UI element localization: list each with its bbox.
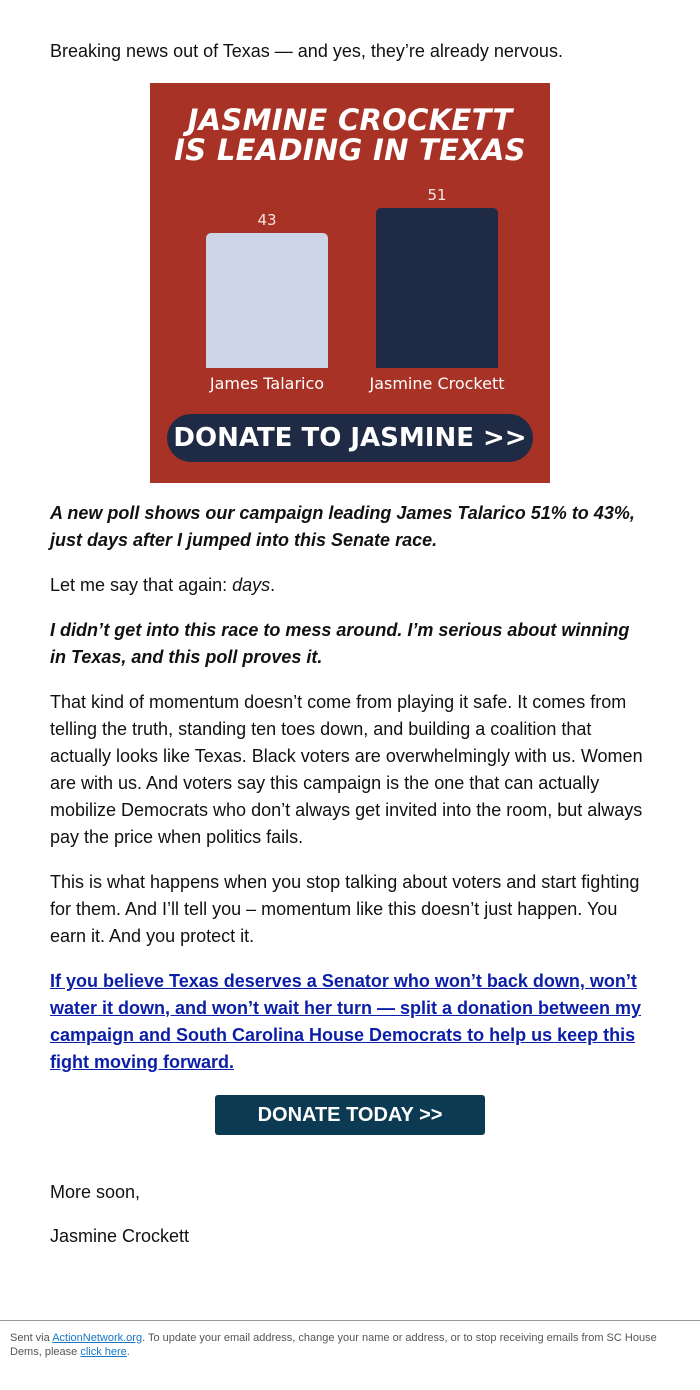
- intro-text: Breaking news out of Texas — and yes, they’re already nervous.: [50, 41, 563, 61]
- bar-1: [376, 208, 498, 368]
- signoff: More soon,: [50, 1182, 141, 1202]
- poll-headline: A new poll shows our campaign leading James Talarico 51% to 43%, just days after I jumped into this Senate race.: [50, 503, 635, 550]
- cta-paragraph: [50, 968, 650, 1076]
- signature: Jasmine Crockett: [50, 1226, 190, 1246]
- footer-end: .: [126, 1346, 130, 1358]
- graphic-title-line-1: JASMINE CROCKETT: [187, 103, 513, 137]
- bar-value-label-1: 51: [427, 186, 447, 204]
- footer-unsubscribe-text: . To update your email address, change your name or address, or to stop receiving emails from SC House Dems, please: [10, 1332, 657, 1358]
- days-lead: Let me say that again:: [50, 575, 233, 595]
- graphic-donate-button[interactable]: DONATE TO JASMINE >>: [167, 414, 533, 462]
- bar-category-label-1: Jasmine Crockett: [369, 374, 505, 393]
- split-donation-link[interactable]: If you believe Texas deserves a Senator who won’t back down, won’t water it down, and won’t wait her turn — split a donation between my campaign and South Carolina House Democrats to help us keep this fight moving forward.: [50, 971, 642, 1072]
- days-paragraph: [50, 572, 650, 599]
- momentum-paragraph: That kind of momentum doesn’t come from playing it safe. It comes from telling the truth, standing ten toes down, and building a coalition that actually looks like Texas. Black voters are overwhelmingly with us. Women are with us. And voters say this campaign is the one that can actually mobilize Democrats who don’t always get invited into the room, but always pay the price when politics fails.: [50, 692, 643, 847]
- footer-text: [10, 1331, 680, 1359]
- graphic-title: [150, 105, 550, 165]
- actionnetwork-link[interactable]: ActionNetwork.org: [52, 1332, 143, 1344]
- bar-0: [206, 233, 328, 368]
- donate-today-button[interactable]: DONATE TODAY >>: [215, 1095, 485, 1135]
- graphic-title-line-2: IS LEADING IN TEXAS: [174, 133, 526, 167]
- days-end: .: [270, 575, 276, 595]
- fighting-paragraph: This is what happens when you stop talking about voters and start fighting for them. And I’ll tell you – momentum like this doesn’t just happen. You earn it. And you protect it.: [50, 872, 640, 946]
- bar-category-label-0: James Talarico: [209, 374, 325, 393]
- bar-value-label-0: 43: [257, 211, 277, 230]
- click-here-link[interactable]: click here: [80, 1346, 127, 1358]
- serious-paragraph: I didn’t get into this race to mess around. I’m serious about winning in Texas, and this poll proves it.: [50, 620, 630, 667]
- days-emphasis: days: [232, 575, 271, 595]
- email-footer: [0, 1320, 700, 1390]
- poll-graphic[interactable]: [150, 83, 550, 483]
- footer-sent-via: Sent via: [10, 1332, 53, 1344]
